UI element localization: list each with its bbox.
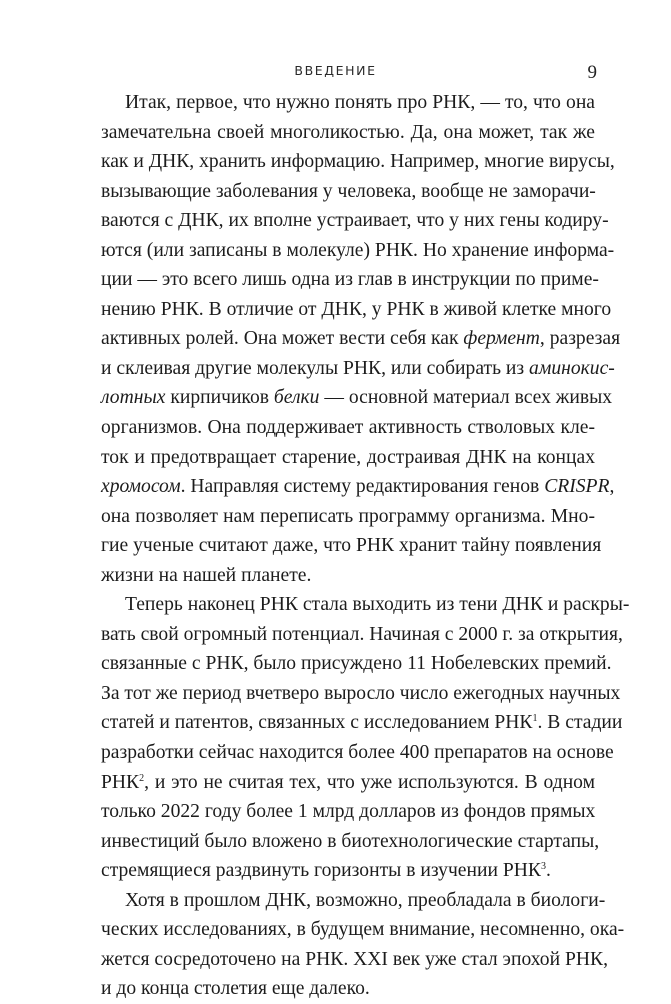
text-line: Итак, первое, что нужно понять про РНК, — то, что она	[125, 92, 595, 113]
text-line: активных ролей. Она может вести себя как фермент, разрезая	[101, 328, 621, 350]
text-line: жизни на нашей планете.	[101, 564, 312, 586]
text-line: ются (или записаны в молекуле) РНК. Но хранение информа-	[101, 239, 615, 261]
text-line: ток и предотвращает старение, достраивая ДНК на концах	[101, 446, 595, 468]
footnote-marker: 2	[139, 772, 145, 784]
text-line: вызывающие заболевания у человека, вообще не заморачи-	[101, 180, 596, 202]
paragraph	[101, 590, 630, 885]
text-line: хромосом. Направляя систему редактирования генов CRISPR,	[101, 476, 615, 498]
text-line: организмов. Она поддерживает активность стволовых кле-	[101, 417, 595, 439]
text-line: и склеивая другие молекулы РНК, или собирать из аминокис-	[101, 357, 615, 379]
text-line: связанные с РНК, было присуждено 11 Нобелевских премий.	[101, 653, 612, 675]
text-line: Теперь наконец РНК стала выходить из тени ДНК и раскры-	[125, 594, 630, 616]
page-number: 9	[587, 62, 597, 83]
text-line: ваются с ДНК, их вполне устраивает, что у них гены кодиру-	[101, 210, 609, 232]
chapter-title: ВВЕДЕНИЕ	[294, 63, 377, 78]
text-line: жется сосредоточено на РНК. XXI век уже стал эпохой РНК,	[101, 948, 609, 970]
body-text	[101, 88, 630, 1004]
italic-term: фермент	[463, 328, 540, 350]
text-line: стремящиеся раздвинуть горизонты в изучении РНК$^3$.	[101, 860, 551, 882]
paragraph	[101, 886, 625, 1004]
italic-term: CRISPR	[544, 476, 610, 498]
text-line: За тот же период вчетверо выросло число ежегодных научных	[101, 682, 621, 704]
text-line: только 2022 году более 1 млрд долларов из фондов прямых	[101, 801, 596, 823]
text-line: нению РНК. В отличие от ДНК, у РНК в живой клетке много	[101, 298, 612, 320]
text-line: и до конца столетия еще далеко.	[101, 978, 370, 1000]
italic-term: лотных	[101, 387, 166, 409]
text-line: ции — это всего лишь одна из глав в инструкции по приме-	[101, 269, 599, 291]
text-line: лотных кирпичиков белки — основной материал всех живых	[101, 387, 613, 409]
text-line: замечательна своей многоликостью. Да, она может, так же	[101, 121, 595, 143]
italic-term: аминокис-	[529, 357, 615, 379]
text-line: она позволяет нам переписать программу организма. Мно-	[101, 505, 595, 527]
italic-term: хромосом	[101, 476, 181, 498]
paragraph	[101, 88, 621, 590]
text-line: статей и патентов, связанных с исследованием РНК$^1$. В стадии	[101, 712, 623, 734]
text-line: инвестиций было вложено в биотехнологические стартапы,	[101, 830, 600, 852]
footnote-marker: 1	[532, 713, 538, 725]
running-head	[0, 63, 671, 83]
text-line: гие ученые считают даже, что РНК хранит тайну появления	[101, 535, 602, 557]
text-line: вать свой огромный потенциал. Начиная с 2000 г. за открытия,	[101, 623, 623, 645]
text-line: ческих исследованиях, в будущем внимание, несомненно, ока-	[101, 919, 625, 941]
footnote-marker: 3	[540, 861, 546, 873]
text-line: разработки сейчас находится более 400 препаратов на основе	[101, 742, 614, 764]
text-line: РНК$^2$, и это не считая тех, что уже используются. В одном	[101, 771, 595, 793]
italic-term: белки	[273, 387, 320, 409]
text-line: Хотя в прошлом ДНК, возможно, преобладала в биологи-	[125, 889, 606, 911]
text-line: как и ДНК, хранить информацию. Например, многие вирусы,	[101, 151, 615, 173]
